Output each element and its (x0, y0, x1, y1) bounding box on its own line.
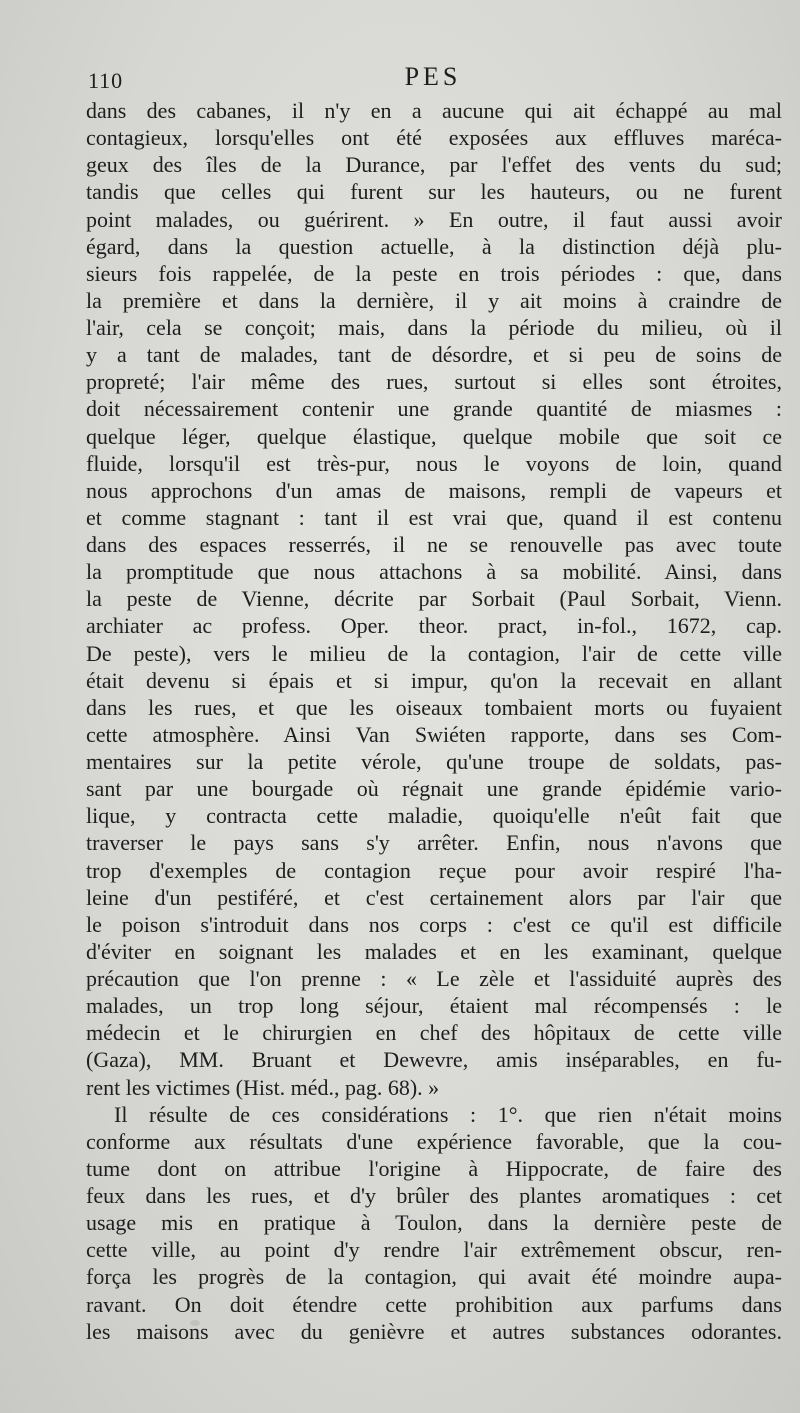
text-line: quelque léger, quelque élastique, quelque mobile que soit ce (86, 423, 782, 449)
text-line: traverser le pays sans s'y arrêter. Enfin, nous n'avons que (86, 830, 782, 856)
text-line: le poison s'introduit dans nos corps : c'est ce qu'il est difficile (86, 911, 782, 937)
text-line: l'air, cela se conçoit; mais, dans la période du milieu, où il (86, 315, 782, 340)
text-line: était devenu si épais et si impur, qu'on la recevait en allant (86, 667, 782, 693)
text-line: dans les rues, et que les oiseaux tombaient morts ou fuyaient (86, 694, 782, 720)
text-line: trop d'exemples de contagion reçue pour avoir respiré l'ha- (86, 857, 782, 883)
text-line: point malades, ou guérirent. » En outre, il faut aussi avoir (86, 206, 782, 232)
text-line: usage mis en pratique à Toulon, dans la dernière peste de (86, 1210, 782, 1236)
text-line: archiater ac profess. Oper. theor. pract, in-fol., 1672, cap. (86, 613, 782, 639)
text-line: médecin et le chirurgien en chef des hôpitaux de cette ville (86, 1020, 782, 1046)
page-number: 110 (88, 68, 124, 93)
text-line: fluide, lorsqu'il est très-pur, nous le voyons de loin, quand (86, 450, 782, 476)
text-line: propreté; l'air même des rues, surtout si elles sont étroites, (86, 369, 782, 395)
text-line: contagieux, lorsqu'elles ont été exposées aux effluves maréca- (86, 125, 782, 151)
text-line: nous approchons d'un amas de maisons, rempli de vapeurs et (86, 477, 782, 503)
text-line: la peste de Vienne, décrite par Sorbait (Paul Sorbait, Vienn. (86, 586, 782, 612)
text-line: Il résulte de ces considérations : 1°. que rien n'était moins (114, 1101, 782, 1127)
text-line: malades, un trop long séjour, étaient mal récompensés : le (86, 993, 782, 1019)
text-body (86, 97, 782, 1345)
text-line: égard, dans la question actuelle, à la distinction déjà plu- (86, 233, 782, 259)
text-line: la première et dans la dernière, il y ait moins à craindre de (86, 287, 782, 313)
text-line: cette ville, au point d'y rendre l'air extrêmement obscur, ren- (86, 1237, 782, 1263)
text-line: les maisons avec du genièvre et autres substances odorantes. (86, 1318, 782, 1344)
text-line: força les progrès de la contagion, qui avait été moindre aupa- (86, 1264, 782, 1290)
text-line: (Gaza), MM. Bruant et Dewevre, amis inséparables, en fu- (86, 1047, 782, 1073)
text-line: la promptitude que nous attachons à sa mobilité. Ainsi, dans (86, 559, 782, 585)
text-line: De peste), vers le milieu de la contagion, l'air de cette ville (86, 640, 782, 666)
text-line: y a tant de malades, tant de désordre, et si peu de soins de (86, 342, 782, 368)
text-line: d'éviter en soignant les malades et en les examinant, quelque (86, 938, 782, 964)
text-line: conforme aux résultats d'une expérience favorable, que la cou- (86, 1128, 782, 1154)
text-line: cette atmosphère. Ainsi Van Swiéten rapporte, dans ses Com- (86, 721, 782, 747)
text-line: sant par une bourgade où régnait une grande épidémie vario- (86, 776, 782, 802)
text-line: doit nécessairement contenir une grande quantité de miasmes : (86, 396, 782, 422)
text-line: ravant. On doit étendre cette prohibition aux parfums dans (86, 1291, 782, 1317)
text-line: leine d'un pestiféré, et c'est certainement alors par l'air que (86, 884, 782, 910)
text-line: feux dans les rues, et d'y brûler des plantes aromatiques : cet (86, 1183, 782, 1208)
text-line: geux des îles de la Durance, par l'effet des vents du sud; (86, 152, 782, 178)
text-line: sieurs fois rappelée, de la peste en trois périodes : que, dans (86, 260, 782, 286)
text-line: tume dont on attribue l'origine à Hippocrate, de faire des (86, 1155, 782, 1181)
text-line: précaution que l'on prenne : « Le zèle et l'assiduité auprès des (86, 966, 782, 991)
page-header (88, 62, 778, 96)
text-line: dans des espaces resserrés, il ne se renouvelle pas avec toute (86, 532, 782, 557)
text-line: rent les victimes (Hist. méd., pag. 68). » (86, 1074, 440, 1100)
running-head: PES (404, 62, 462, 91)
text-line: mentaires sur la petite vérole, qu'une troupe de soldats, pas- (86, 749, 782, 774)
text-line: tandis que celles qui furent sur les hauteurs, ou ne furent (86, 179, 782, 205)
text-line: et comme stagnant : tant il est vrai que, quand il est contenu (86, 504, 782, 530)
text-line: lique, y contracta cette maladie, quoiqu'elle n'eût fait que (86, 803, 782, 829)
text-line: dans des cabanes, il n'y en a aucune qui ait échappé au mal (86, 98, 782, 123)
